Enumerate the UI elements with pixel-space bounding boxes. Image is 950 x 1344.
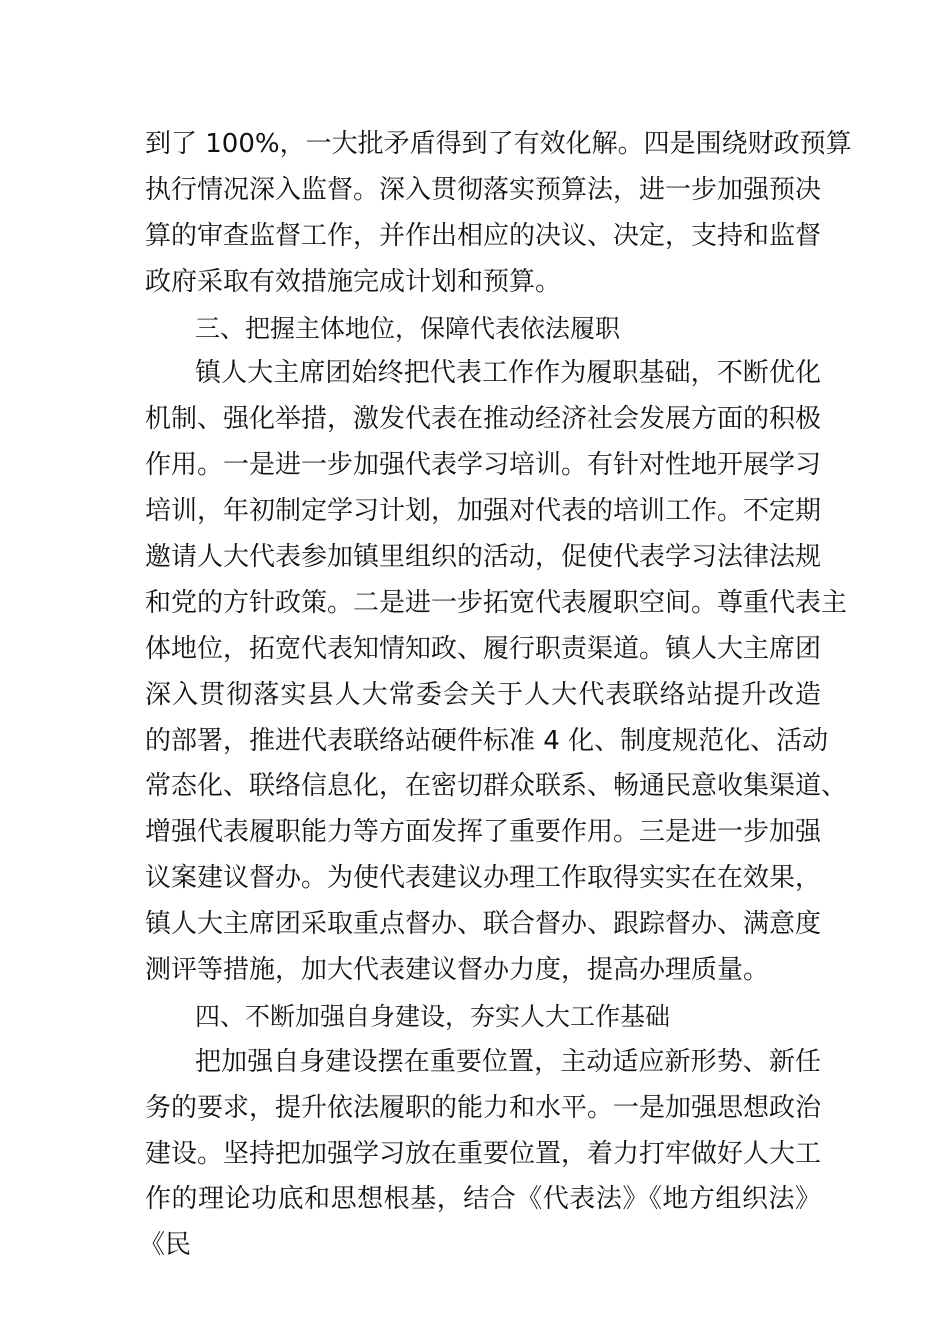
text-line: 深入贯彻落实县人大常委会关于人大代表联络站提升改造 bbox=[145, 679, 821, 710]
document-body bbox=[139, 122, 852, 1269]
text-line: 政府采取有效措施完成计划和预算。 bbox=[145, 266, 562, 297]
text-line: 《民 bbox=[139, 1230, 192, 1261]
text-line: 镇人大主席团始终把代表工作作为履职基础，不断优化 bbox=[195, 358, 821, 389]
text-line: 培训，年初制定学习计划，加强对代表的培训工作。不定期 bbox=[145, 496, 822, 527]
text-line: 测评等措施，加大代表建议督办力度，提高办理质量。 bbox=[145, 955, 770, 986]
text-line: 机制、强化举措，激发代表在推动经济社会发展方面的积极 bbox=[145, 404, 822, 435]
text-line: 体地位，拓宽代表知情知政、履行职责渠道。镇人大主席团 bbox=[145, 633, 822, 664]
text-line: 增强代表履职能力等方面发挥了重要作用。三是进一步加强 bbox=[145, 817, 822, 848]
text-line: 作的理论功底和思想根基，结合《代表法》《地方组织法》 bbox=[145, 1184, 821, 1215]
text-line: 到了 100%，一大批矛盾得到了有效化解。四是围绕财政预算 bbox=[145, 129, 852, 159]
section-heading: 三、把握主体地位，保障代表依法履职 bbox=[195, 313, 621, 343]
text-line: 务的要求，提升依法履职的能力和水平。一是加强思想政治 bbox=[145, 1092, 822, 1123]
text-line: 作用。一是进一步加强代表学习培训。有针对性地开展学习 bbox=[145, 450, 822, 481]
text-line: 建设。坚持把加强学习放在重要位置，着力打牢做好人大工 bbox=[145, 1138, 822, 1169]
text-line: 执行情况深入监督。深入贯彻落实预算法，进一步加强预决 bbox=[145, 174, 822, 205]
text-line: 和党的方针政策。二是进一步拓宽代表履职空间。尊重代表主 bbox=[145, 587, 848, 618]
text-line: 算的审查监督工作，并作出相应的决议、决定，支持和监督 bbox=[145, 220, 822, 251]
text-line: 邀请人大代表参加镇里组织的活动，促使代表学习法律法规 bbox=[145, 542, 822, 573]
text-line: 常态化、联络信息化，在密切群众联系、畅通民意收集渠道、 bbox=[145, 771, 848, 802]
text-line: 的部署，推进代表联络站硬件标准 4 化、制度规范化、活动 bbox=[145, 725, 829, 756]
text-line: 议案建议督办。为使代表建议办理工作取得实实在在效果， bbox=[145, 863, 822, 894]
text-line: 把加强自身建设摆在重要位置，主动适应新形势、新任 bbox=[195, 1046, 821, 1077]
section-heading: 四、不断加强自身建设，夯实人大工作基础 bbox=[195, 1001, 671, 1031]
text-line: 镇人大主席团采取重点督办、联合督办、跟踪督办、满意度 bbox=[145, 909, 822, 940]
